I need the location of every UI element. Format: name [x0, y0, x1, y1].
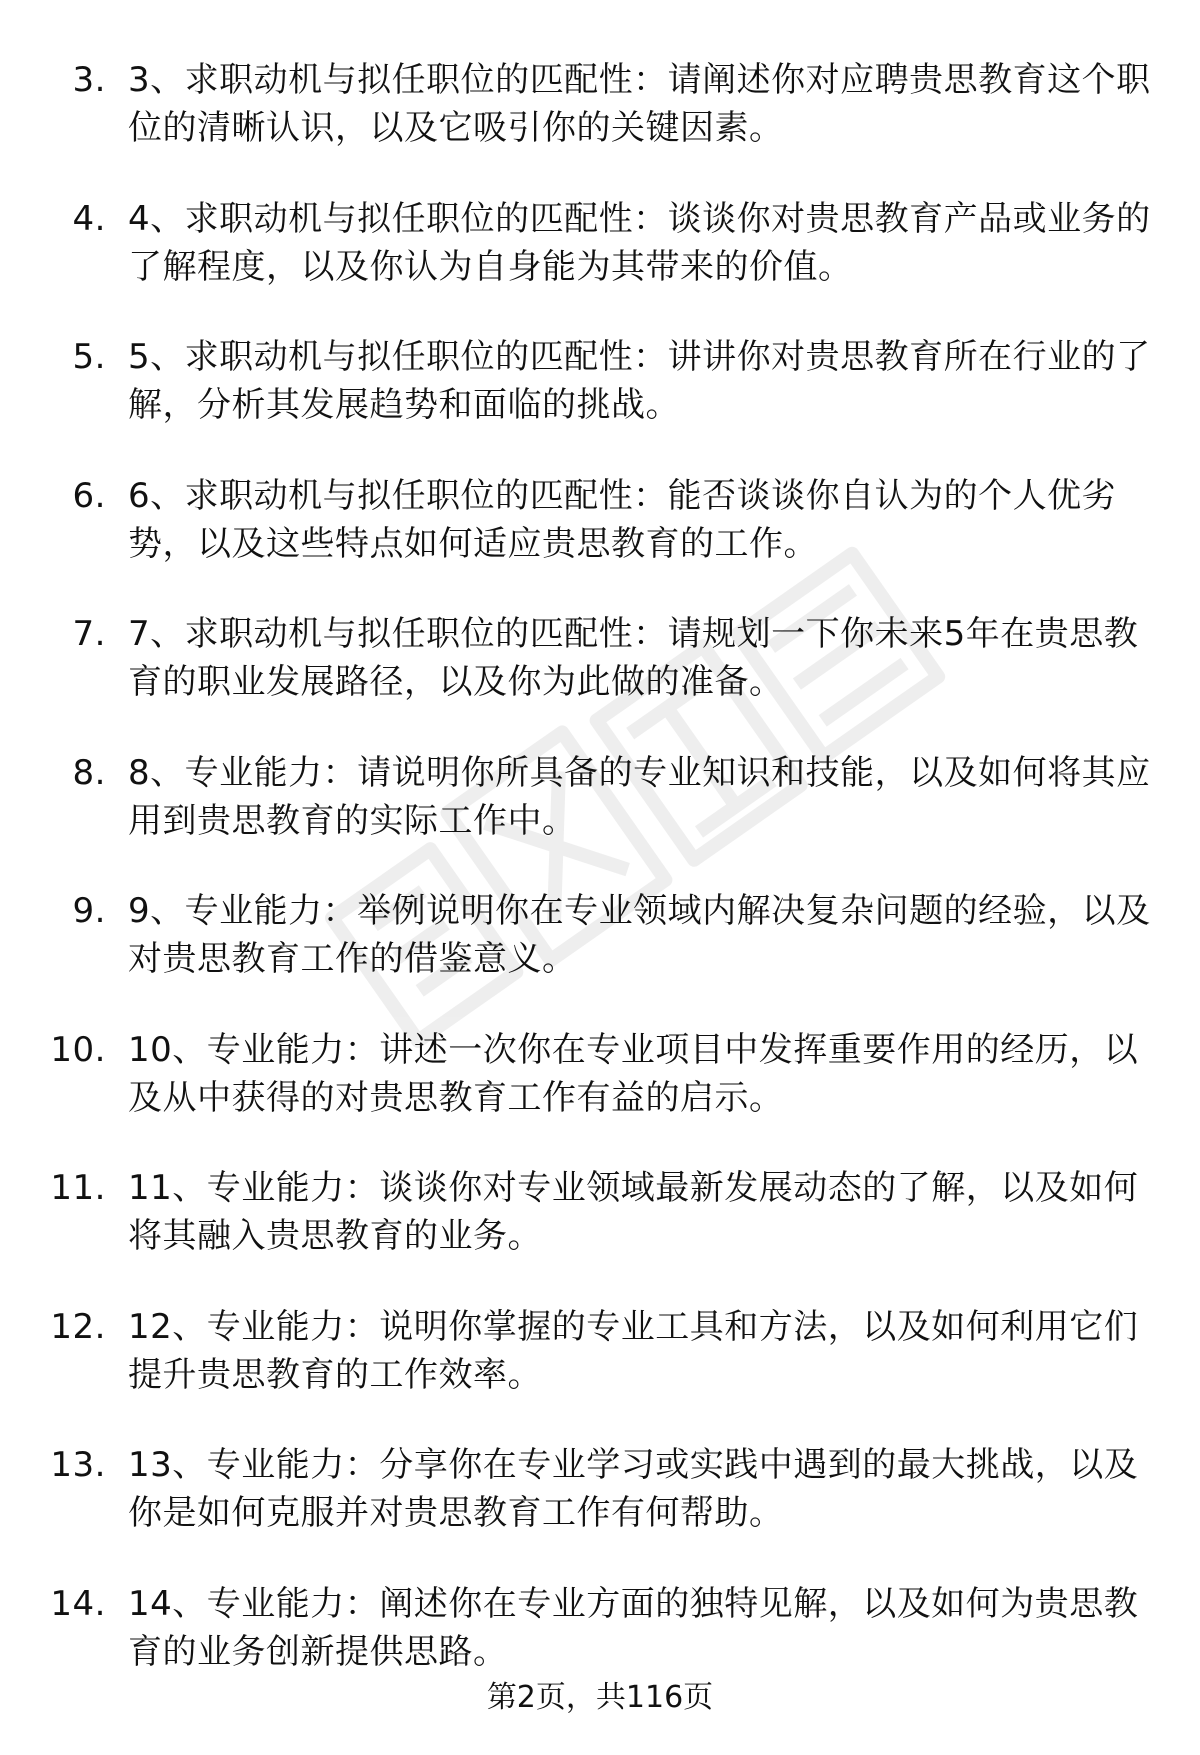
list-item — [0, 333, 1200, 429]
question-number: 4. — [72, 198, 106, 239]
question-number: 7. — [72, 614, 106, 654]
question-number: 11. — [50, 1168, 106, 1208]
question-number: 14. — [50, 1583, 106, 1624]
list-item — [0, 1441, 1200, 1537]
page-footer: 第2页，共116页 — [486, 1680, 714, 1715]
list-item — [0, 887, 1200, 983]
question-text: 10、专业能力：讲述一次你在专业项目中发挥重要作用的经历，以及从中获得的对贵思教育工作有益的启示。 — [128, 1029, 1139, 1118]
question-text: 8、专业能力：请说明你所具备的专业知识和技能，以及如何将其应用到贵思教育的实际工作中。 — [128, 752, 1151, 841]
question-number: 3. — [72, 60, 106, 100]
question-text: 4、求职动机与拟任职位的匹配性：谈谈你对贵思教育产品或业务的了解程度，以及你认为自身能为其带来的价值。 — [128, 198, 1151, 287]
question-number: 12. — [50, 1306, 106, 1347]
list-item — [0, 1164, 1200, 1260]
list-item — [0, 1303, 1200, 1399]
question-text: 13、专业能力：分享你在专业学习或实践中遇到的最大挑战，以及你是如何克服并对贵思教育工作有何帮助。 — [128, 1445, 1139, 1533]
list-item — [0, 749, 1200, 845]
list-item — [0, 56, 1200, 152]
question-text: 3、求职动机与拟任职位的匹配性：请阐述你对应聘贵思教育这个职位的清晰认识，以及它吸引你的关键因素。 — [128, 60, 1151, 148]
question-number: 10. — [50, 1029, 106, 1070]
list-item — [0, 610, 1200, 706]
list-item — [0, 1580, 1200, 1676]
list-item — [0, 195, 1200, 291]
question-list — [0, 56, 1200, 1718]
question-number: 13. — [50, 1445, 106, 1485]
question-text: 5、求职动机与拟任职位的匹配性：讲讲你对贵思教育所在行业的了解，分析其发展趋势和面临的挑战。 — [128, 337, 1151, 425]
question-number: 5. — [72, 337, 106, 377]
question-text: 12、专业能力：说明你掌握的专业工具和方法，以及如何利用它们提升贵思教育的工作效率。 — [128, 1306, 1139, 1395]
question-text: 14、专业能力：阐述你在专业方面的独特见解，以及如何为贵思教育的业务创新提供思路。 — [128, 1583, 1139, 1672]
list-item — [0, 1026, 1200, 1122]
question-text: 7、求职动机与拟任职位的匹配性：请规划一下你未来5年在贵思教育的职业发展路径，以及你为此做的准备。 — [128, 614, 1139, 702]
question-text: 11、专业能力：谈谈你对专业领域最新发展动态的了解，以及如何将其融入贵思教育的业务。 — [128, 1168, 1139, 1256]
question-text: 9、专业能力：举例说明你在专业领域内解决复杂问题的经验，以及对贵思教育工作的借鉴意义。 — [128, 891, 1151, 979]
question-text: 6、求职动机与拟任职位的匹配性：能否谈谈你自认为的个人优劣势，以及这些特点如何适应贵思教育的工作。 — [128, 475, 1117, 564]
list-item — [0, 472, 1200, 568]
question-number: 8. — [72, 752, 106, 793]
question-number: 9. — [72, 891, 106, 931]
question-number: 6. — [72, 475, 106, 516]
